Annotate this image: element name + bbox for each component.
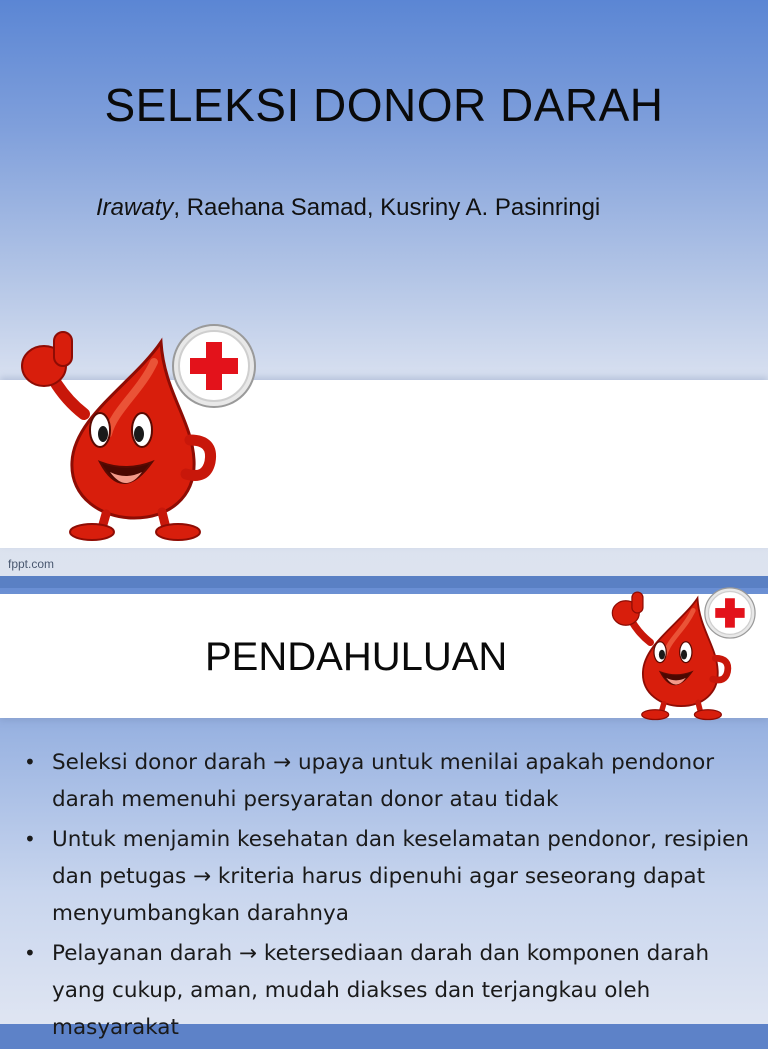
red-cross-icon	[705, 588, 755, 638]
blood-drop-mascot-icon	[14, 322, 264, 544]
watermark-text: fppt.com	[8, 557, 55, 571]
intro-slide	[0, 588, 768, 1040]
list-item	[24, 935, 754, 1046]
red-cross-icon	[173, 325, 255, 407]
bullet-text: Untuk menjamin kesehatan dan keselamatan pendonor, resipien dan petugas → kriteria harus dipenuhi agar seseorang dapat menyumbangkan darahnya	[52, 827, 750, 926]
slide-title: SELEKSI DONOR DARAH	[104, 79, 664, 131]
bullet-dot-icon: •	[24, 750, 36, 774]
blood-drop-mascot-icon	[604, 586, 764, 722]
slide-heading: PENDAHULUAN	[205, 635, 508, 679]
authors-line	[96, 194, 600, 222]
bullet-text: Seleksi donor darah → upaya untuk menilai apakah pendonor darah memenuhi persyaratan donor atau tidak	[52, 750, 715, 812]
list-item	[24, 821, 754, 932]
bullet-dot-icon: •	[24, 941, 36, 965]
bullet-list	[24, 744, 754, 1049]
list-item	[24, 744, 754, 818]
bullet-text: Pelayanan darah → ketersediaan darah dan komponen darah yang cukup, aman, mudah diakses dan terjangkau oleh masyarakat	[52, 941, 710, 1040]
bullet-dot-icon: •	[24, 827, 36, 851]
author-first: Irawaty	[96, 194, 174, 221]
author-rest: , Raehana Samad, Kusriny A. Pasinringi	[173, 194, 601, 221]
